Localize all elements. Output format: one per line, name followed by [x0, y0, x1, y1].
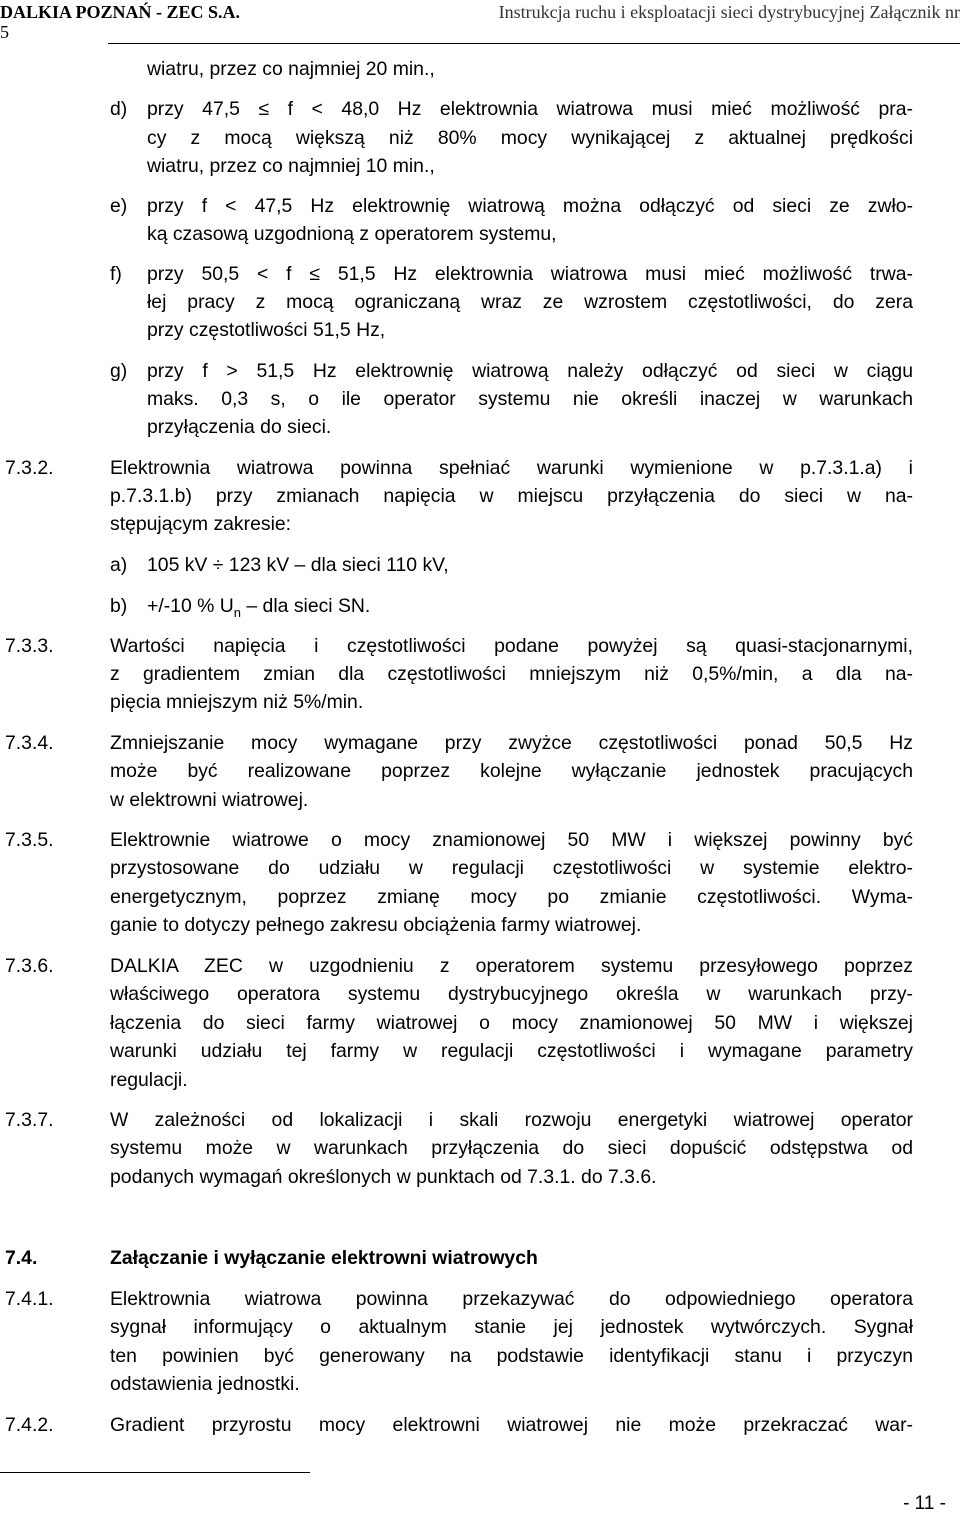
footer-rule — [0, 1472, 310, 1473]
section-line: Zmniejszanie mocy wymagane przy zwyżce częstotliwości ponad 50,5 Hz — [110, 732, 913, 754]
item-f-line: przy częstotliwości 51,5 Hz, — [147, 319, 386, 341]
section-line: warunki udziału tej farmy w regulacji częstotliwości i wymagane parametry — [110, 1040, 913, 1062]
section-line: W zależności od lokalizacji i skali rozwoju energetyki wiatrowej operator — [110, 1109, 913, 1131]
section-line: odstawienia jednostki. — [110, 1373, 300, 1395]
item-f-line: przy 50,5 < f ≤ 51,5 Hz elektrownia wiatrowa musi mieć możliwość trwa- — [147, 263, 913, 285]
item-d-line: przy 47,5 ≤ f < 48,0 Hz elektrownia wiatrowa musi mieć możliwość pra- — [147, 98, 913, 120]
section-line: przystosowane do udziału w regulacji częstotliwości w systemie elektro- — [110, 857, 913, 879]
item-d-line: wiatru, przez co najmniej 10 min., — [147, 155, 435, 177]
section-number: 7.3.2. — [5, 457, 54, 479]
section-line: z gradientem zmian dla częstotliwości mniejszym niż 0,5%/min, a dla na- — [110, 663, 913, 685]
section-number: 7.3.3. — [5, 635, 54, 657]
section-number: 7.3.6. — [5, 955, 54, 977]
document-title: Instrukcja ruchu i eksploatacji sieci dystrybucyjnej Załącznik nr — [498, 2, 960, 22]
section-heading: Załączanie i wyłączanie elektrowni wiatrowych — [110, 1247, 538, 1269]
section-line: systemu może w warunkach przyłączenia do sieci dopuścić odstępstwa od — [110, 1137, 913, 1159]
company-name: DALKIA POZNAŃ - ZEC S.A. — [0, 2, 241, 22]
section-line: regulacji. — [110, 1069, 188, 1091]
range-a-text: 105 kV ÷ 123 kV – dla sieci 110 kV, — [147, 554, 449, 576]
item-g-line: maks. 0,3 s, o ile operator systemu nie określi inaczej w warunkach — [147, 388, 913, 410]
section-number: 7.3.4. — [5, 732, 54, 754]
section-line: może być realizowane poprzez kolejne wyłączanie jednostek pracujących — [110, 760, 913, 782]
section-line: DALKIA ZEC w uzgodnieniu z operatorem systemu przesyłowego poprzez — [110, 955, 913, 977]
section-line: p.7.3.1.b) przy zmianach napięcia w miejscu przyłączenia do sieci w na- — [110, 485, 913, 507]
attachment-number: 5 — [0, 22, 9, 42]
section-line: sygnał informujący o aktualnym stanie jej jednostek wytwórczych. Sygnał — [110, 1316, 913, 1338]
heading-number: 7.4. — [5, 1247, 38, 1269]
item-e-line: przy f < 47,5 Hz elektrownię wiatrową można odłączyć od sieci ze zwło- — [147, 195, 913, 217]
section-line: ganie to dotyczy pełnego zakresu obciążenia farmy wiatrowej. — [110, 914, 642, 936]
section-line: właściwego operatora systemu dystrybucyjnego określa w warunkach przy- — [110, 983, 913, 1005]
section-line: Elektrownie wiatrowe o mocy znamionowej 50 MW i większej powinny być — [110, 829, 913, 851]
item-e-label: e) — [110, 195, 128, 217]
item-f-label: f) — [110, 263, 122, 285]
item-d-label: d) — [110, 98, 128, 120]
section-line: ten powinien być generowany na podstawie identyfikacji stanu i przyczyn — [110, 1345, 913, 1367]
item-c-tail: wiatru, przez co najmniej 20 min., — [147, 58, 435, 80]
section-number: 7.4.2. — [5, 1414, 54, 1436]
item-g-label: g) — [110, 360, 128, 382]
range-b-label: b) — [110, 595, 128, 617]
section-number: 7.4.1. — [5, 1288, 54, 1310]
section-line: Gradient przyrostu mocy elektrowni wiatrowej nie może przekraczać war- — [110, 1414, 913, 1436]
item-g-line: przy f > 51,5 Hz elektrownię wiatrową należy odłączyć od sieci w ciągu — [147, 360, 913, 382]
section-line: Elektrownia wiatrowa powinna przekazywać do odpowiedniego operatora — [110, 1288, 913, 1310]
range-a-label: a) — [110, 554, 128, 576]
section-line: podanych wymagań określonych w punktach od 7.3.1. do 7.3.6. — [110, 1166, 657, 1188]
section-line: łączenia do sieci farmy wiatrowej o mocy znamionowej 50 MW i większej — [110, 1012, 913, 1034]
section-number: 7.3.7. — [5, 1109, 54, 1131]
item-g-line: przyłączenia do sieci. — [147, 416, 332, 438]
section-line: stępującym zakresie: — [110, 513, 292, 535]
page-header — [0, 0, 960, 44]
section-line: energetycznym, poprzez zmianę mocy po zmianie częstotliwości. Wyma- — [110, 886, 913, 908]
range-b-subscript: n — [233, 604, 241, 620]
section-line: Wartości napięcia i częstotliwości podane powyżej są quasi-stacjonarnymi, — [110, 635, 913, 657]
section-number: 7.3.5. — [5, 829, 54, 851]
section-line: pięcia mniejszym niż 5%/min. — [110, 691, 364, 713]
header-rule — [108, 43, 960, 44]
item-f-line: łej pracy z mocą ograniczaną wraz ze wzrostem częstotliwości, do zera — [147, 291, 913, 313]
range-b-pre: +/-10 % U — [147, 595, 234, 617]
range-b-post: – dla sieci SN. — [241, 595, 371, 617]
page-number: - 11 - — [903, 1493, 946, 1514]
range-b-text — [147, 592, 370, 627]
section-line: w elektrowni wiatrowej. — [110, 789, 309, 811]
section-line: Elektrownia wiatrowa powinna spełniać warunki wymienione w p.7.3.1.a) i — [110, 457, 913, 479]
item-e-line: ką czasową uzgodnioną z operatorem systemu, — [147, 223, 557, 245]
item-d-line: cy z mocą większą niż 80% mocy wynikającej z aktualnej prędkości — [147, 127, 913, 149]
